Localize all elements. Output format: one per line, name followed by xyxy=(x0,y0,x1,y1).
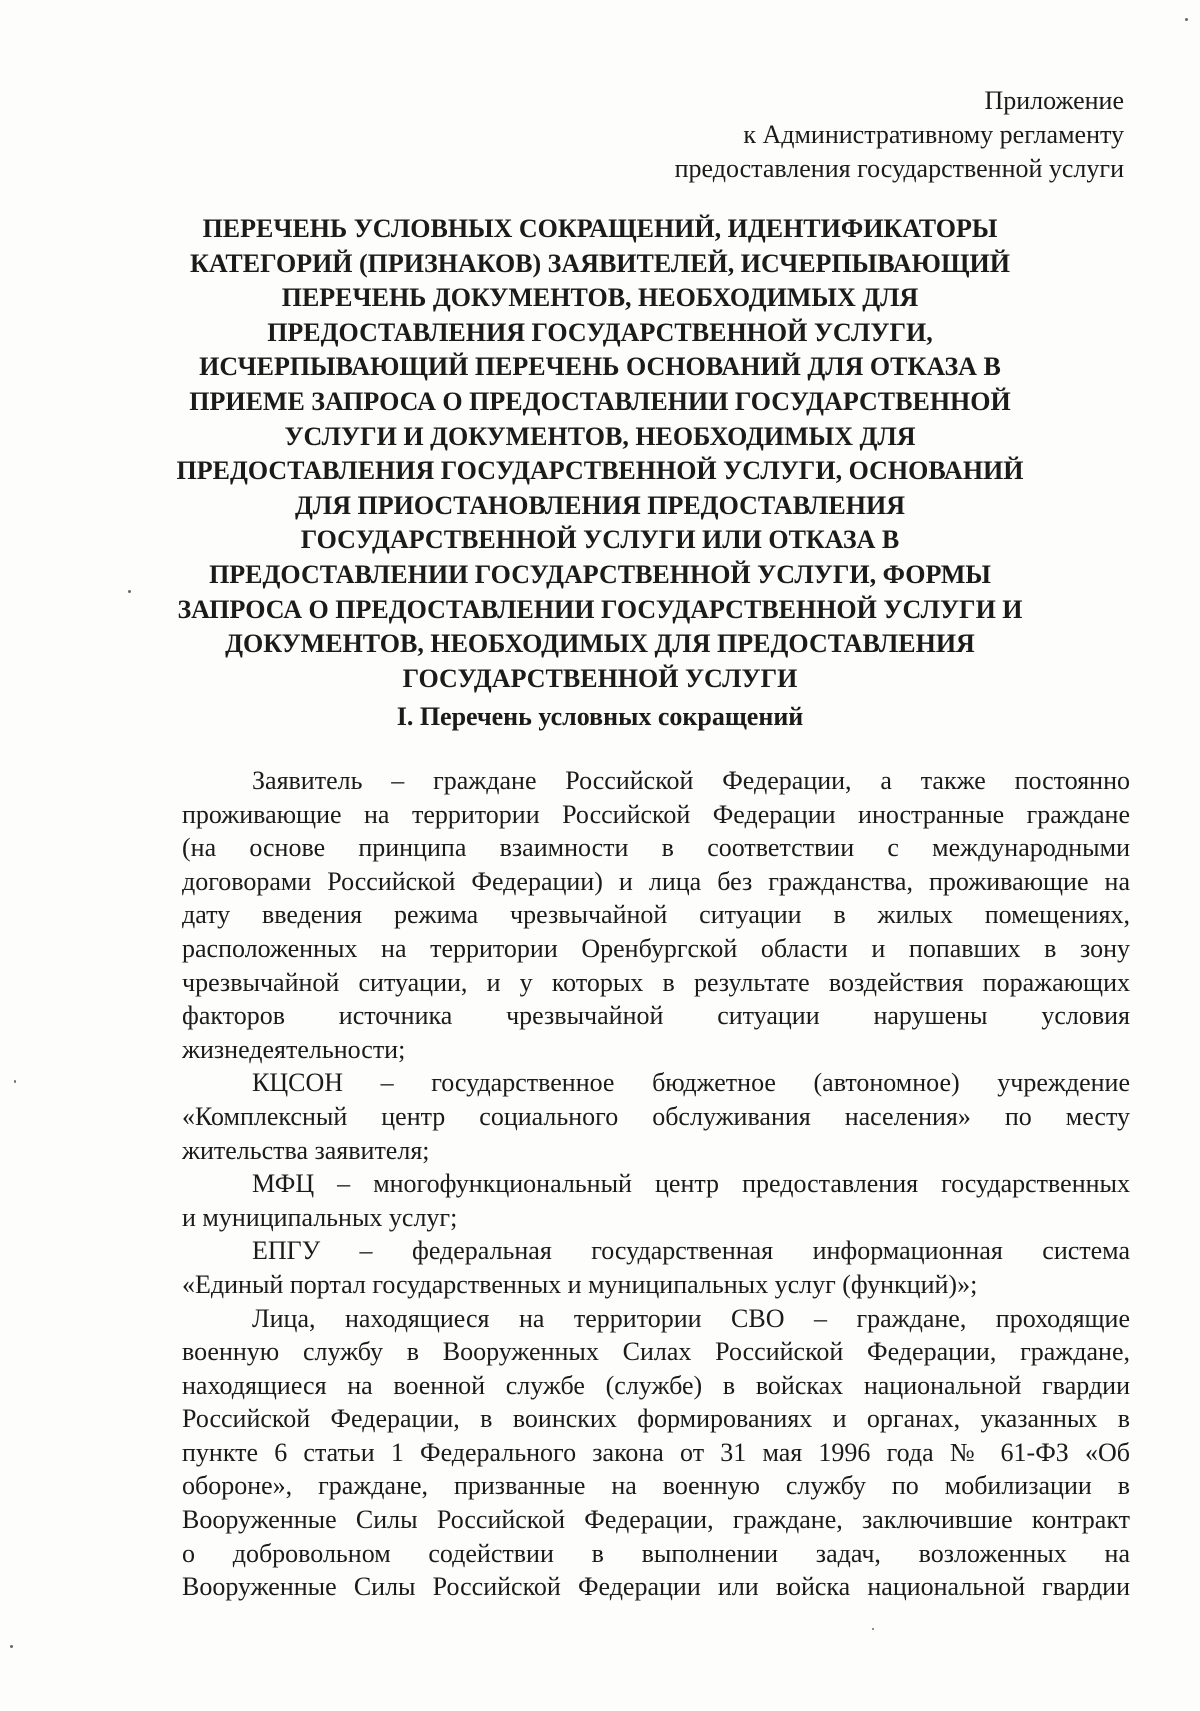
paragraph-line: военную службу в Вооруженных Силах Российской Федерации, граждане, xyxy=(182,1337,1130,1367)
title-line: ДОКУМЕНТОВ, НЕОБХОДИМЫХ ДЛЯ ПРЕДОСТАВЛЕНИЯ xyxy=(225,629,975,659)
paragraph-line: Лица, находящиеся на территории СВО – граждане, проходящие xyxy=(252,1303,1130,1333)
paragraph-line: Вооруженные Силы Российской Федерации или войска национальной гвардии xyxy=(182,1572,1130,1602)
paragraph-line: проживающие на территории Российской Федерации иностранные граждане xyxy=(182,799,1130,829)
appendix-line: предоставления государственной услуги xyxy=(674,154,1124,183)
paragraph-line: находящиеся на военной службе (службе) в войсках национальной гвардии xyxy=(182,1370,1130,1400)
paragraph-line: Российской Федерации, в воинских формированиях и органах, указанных в xyxy=(182,1404,1130,1434)
paragraph-line: о добровольном содействии в выполнении задач, возложенных на xyxy=(182,1538,1130,1568)
paragraph-line: (на основе принципа взаимности в соответствии с международными xyxy=(182,833,1130,863)
document-title xyxy=(150,212,1050,696)
paragraph-line: Заявитель – граждане Российской Федерации, а также постоянно xyxy=(252,766,1130,795)
paragraph-line: дату введения режима чрезвычайной ситуации в жилых помещениях, xyxy=(182,900,1130,930)
section-heading: I. Перечень условных сокращений xyxy=(396,702,804,731)
paragraph-line: Вооруженные Силы Российской Федерации, граждане, заключившие контракт xyxy=(182,1505,1130,1535)
title-line: ПЕРЕЧЕНЬ ДОКУМЕНТОВ, НЕОБХОДИМЫХ ДЛЯ xyxy=(281,283,919,313)
paragraph-line: договорами Российской Федерации) и лица без гражданства, проживающие на xyxy=(182,866,1130,896)
paragraph-line: жизнедеятельности; xyxy=(182,1034,406,1064)
paragraph-line: обороне», граждане, призванные на военную службу по мобилизации в xyxy=(182,1471,1130,1501)
paragraph-line: КЦСОН – государственное бюджетное (автономное) учреждение xyxy=(252,1068,1130,1098)
scan-speck xyxy=(1185,18,1188,21)
title-line: ДЛЯ ПРИОСТАНОВЛЕНИЯ ПРЕДОСТАВЛЕНИЯ xyxy=(294,490,905,520)
title-line: ПРИЕМЕ ЗАПРОСА О ПРЕДОСТАВЛЕНИИ ГОСУДАРСТВЕННОЙ xyxy=(189,386,1011,416)
scan-speck xyxy=(10,1645,13,1648)
scan-speck xyxy=(128,590,131,593)
paragraph-line: и муниципальных услуг; xyxy=(182,1202,458,1232)
title-line: ПРЕДОСТАВЛЕНИЯ ГОСУДАРСТВЕННОЙ УСЛУГИ, xyxy=(267,317,933,347)
document-body xyxy=(182,764,1130,1604)
paragraph-line: ЕПГУ – федеральная государственная информационная система xyxy=(252,1236,1130,1266)
title-line: ЗАПРОСА О ПРЕДОСТАВЛЕНИИ ГОСУДАРСТВЕННОЙ УСЛУГИ И xyxy=(177,594,1023,624)
title-line: ГОСУДАРСТВЕННОЙ УСЛУГИ xyxy=(402,663,798,693)
paragraph-line: расположенных на территории Оренбургской области и попавших в зону xyxy=(182,933,1130,963)
paragraph-line: жительства заявителя; xyxy=(182,1135,430,1165)
scan-speck xyxy=(14,1080,16,1083)
paragraph-line: чрезвычайной ситуации, и у которых в результате воздействия поражающих xyxy=(182,967,1130,997)
scan-speck xyxy=(872,1628,874,1630)
title-line: ИСЧЕРПЫВАЮЩИЙ ПЕРЕЧЕНЬ ОСНОВАНИЙ ДЛЯ ОТКАЗА В xyxy=(199,352,1001,382)
title-line: ПРЕДОСТАВЛЕНИИ ГОСУДАРСТВЕННОЙ УСЛУГИ, ФОРМЫ xyxy=(209,559,991,589)
title-line: КАТЕГОРИЙ (ПРИЗНАКОВ) ЗАЯВИТЕЛЕЙ, ИСЧЕРПЫВАЮЩИЙ xyxy=(190,248,1010,278)
title-line: УСЛУГИ И ДОКУМЕНТОВ, НЕОБХОДИМЫХ ДЛЯ xyxy=(284,421,916,451)
title-line: ГОСУДАРСТВЕННОЙ УСЛУГИ ИЛИ ОТКАЗА В xyxy=(300,525,900,555)
paragraph-line: «Комплексный центр социального обслуживания населения» по месту xyxy=(182,1101,1130,1131)
paragraph-line: «Единый портал государственных и муниципальных услуг (функций)»; xyxy=(182,1269,978,1299)
paragraph-line: пункте 6 статьи 1 Федерального закона от 31 мая 1996 года № 61-ФЗ «Об xyxy=(182,1437,1130,1467)
paragraph-line: факторов источника чрезвычайной ситуации нарушены условия xyxy=(182,1001,1130,1031)
appendix-line: Приложение xyxy=(984,86,1124,115)
title-line: ПЕРЕЧЕНЬ УСЛОВНЫХ СОКРАЩЕНИЙ, ИДЕНТИФИКАТОРЫ xyxy=(202,214,998,243)
appendix-line: к Административному регламенту xyxy=(743,120,1124,149)
appendix-note xyxy=(524,84,1124,186)
title-line: ПРЕДОСТАВЛЕНИЯ ГОСУДАРСТВЕННОЙ УСЛУГИ, ОСНОВАНИЙ xyxy=(176,456,1024,486)
paragraph-line: МФЦ – многофункциональный центр предоставления государственных xyxy=(252,1169,1130,1199)
